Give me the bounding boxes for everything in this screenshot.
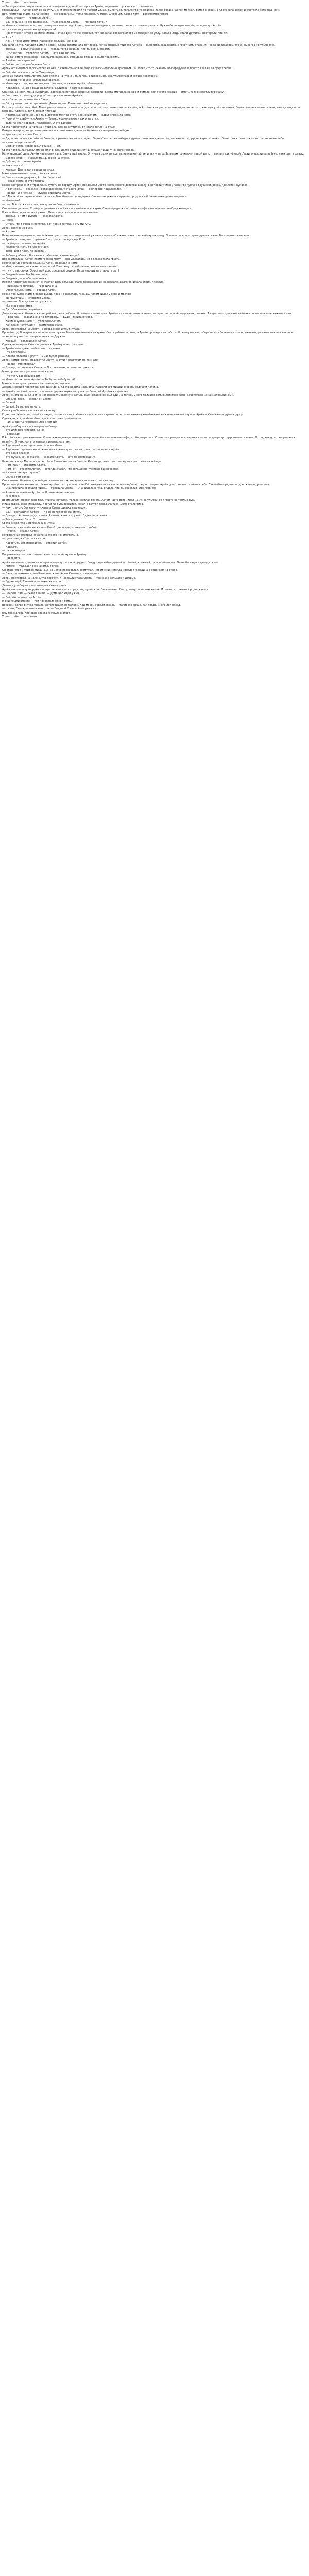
story-paragraph: — Мы скоро вернёмся. xyxy=(2,304,33,308)
story-paragraph: — Недалеко… Знаю я ваше недалеко. Садитесь, я вам чаю налью. xyxy=(2,87,93,90)
story-paragraph: — Мам, а может, ты к нам переедешь? У нас квартира большая, места всем хватит. xyxy=(2,265,117,269)
story-paragraph: — Как спалось? xyxy=(2,164,24,167)
story-paragraph: — А сейчас не страшно? xyxy=(2,59,36,63)
story-paragraph: — Пойдём, пап, — сказал Миша. — Дома нас ждёт ужин. xyxy=(2,592,80,596)
story-paragraph: Все засмеялись. Артём посмотрел на маму — она улыбалась, но в глазах была грусть. xyxy=(2,258,121,261)
story-paragraph: — Что случилось? xyxy=(2,351,27,354)
story-paragraph: Пограничник поставил штамп в паспорт и вернул его Артёму. xyxy=(2,553,88,556)
story-paragraph: На следующий день Артём проснулся рано. Света ещё спала. Он тихо вышел на кухню, поставил чайник и сел у окна. За окном начинался новый день — солнечный, тёплый. Люди спешили на работу, дети шли в школу. xyxy=(2,152,304,156)
story-paragraph: — На неделю, — ответил Артём. xyxy=(2,242,46,245)
story-paragraph: — Знаешь, — вдруг сказала она, — я ведь тогда решила, что ты очень строгий. xyxy=(2,47,112,51)
story-paragraph: Миша вырос, окончил школу, поступил в университет. Уехал в другой город учиться. Дома стало тихо. xyxy=(2,502,144,506)
story-paragraph: — Пойдём, — ответил Артём. xyxy=(2,596,42,599)
story-paragraph: Мама внимательно посмотрела на сына. xyxy=(2,172,58,176)
story-paragraph: — Красиво, — сказала Света. xyxy=(2,133,42,137)
story-paragraph: — Доброе, — ответил Артём. xyxy=(2,160,42,164)
story-paragraph: — Мама, спешит — говорила Артём. xyxy=(2,16,52,20)
story-paragraph: — А помнишь, Артёмка, как ты в детстве мечтал стать космонавтом? — вдруг спросила мама. xyxy=(2,113,132,117)
story-paragraph: Света посмотрела на Артёма и увидела, как он смутился. Ей стало тепло на душе. xyxy=(2,125,116,129)
story-paragraph: — Приедет. А потом уедет снова. А потом женится, у него будет своя семья… xyxy=(2,514,110,518)
story-paragraph: Артём смотрел на сына и не мог поверить своему счастью. Ещё недавно он был один, а теперь у него большая семья: любимая жена, заботливая мама, маленький сын. xyxy=(2,394,234,397)
story-paragraph: — Цель поездки? — спросил он. xyxy=(2,537,46,541)
story-paragraph: — Проходите. xyxy=(2,557,21,561)
story-paragraph: Прошло ещё несколько лет. Мама Артёма тихо ушла во сне. Её похоронили на местном кладбище, рядом с отцом. Артём долго не мог прийти в себя. Света была рядом, поддерживала, утешала. xyxy=(2,483,270,486)
story-paragraph: — Она хорошая девушка, Артём. Береги её. xyxy=(2,176,62,179)
story-paragraph: — Ты нормально почувствовала, как я вернулся домой? — спросил Артём, медленно спускаясь по ступенькам. xyxy=(2,5,154,8)
story-paragraph: — Здравствуй, Светочка, — тихо сказал он. xyxy=(2,580,62,584)
story-paragraph: — Практически ничего не изменилось. Тот же дом, те же деревья, тот же запах свежего хлеба из пекарни на углу. Только люди стали другими. Постарели, что ли. xyxy=(2,32,228,36)
story-paragraph: — Немного. Всегда тяжело уезжать. xyxy=(2,300,53,304)
story-paragraph: — И что ты чувствовал? xyxy=(2,141,35,144)
story-paragraph: — А я… я тоже изменился. Наверное, больше, чем они. xyxy=(2,40,78,43)
story-paragraph: — Помню, — улыбнулся Артём. — Только космонавтом я так и не стал. xyxy=(2,117,99,121)
story-paragraph: — Знаю, дядя Коля. Но работа… xyxy=(2,250,46,253)
story-paragraph: — Приезжайте почаще, — говорила она. xyxy=(2,284,58,288)
story-paragraph: — А дальше? — нетерпеливо спросил Миша. xyxy=(2,444,63,448)
story-paragraph: — Хорошо. Давно так хорошо не спал. xyxy=(2,168,55,172)
story-paragraph: — Она прожила хорошую жизнь, — говорила Света. — Она видела внука, видела, что ты счастлив. Это главное. xyxy=(2,487,157,490)
story-paragraph: Ему показалось, что одна звезда мигнула в ответ. xyxy=(2,611,71,615)
story-paragraph: — Ты так смотрел на всех… как будто оценивал. Мне даже страшно было подходить. xyxy=(2,55,120,59)
story-paragraph: Они стояли обнявшись, и звёзды светили им так же ярко, как и много лет назад. xyxy=(2,479,114,483)
story-paragraph: — Зато ты стал хорошим человеком. А это важнее. xyxy=(2,121,72,125)
story-paragraph: Они сели за стол. Мама суетилась, доставала печенье, варенье, конфеты. Света смотрела на неё и думала, как же это хорошо — иметь такую заботливую маму. xyxy=(2,90,225,94)
story-paragraph: Артём остановился и посмотрел на неё. В свете фонаря её лицо казалось особенно красивым. Он хотел что-то сказать, но передумал и просто взял её за руку крепче. xyxy=(2,67,232,71)
story-paragraph: — Я тоже. xyxy=(2,230,16,234)
story-paragraph: — Пойдём, — сказал он. — Уже поздно. xyxy=(2,71,56,74)
story-paragraph: Вот, посмотри. Мама, папа, сестра — все собрались, чтобы поздравить меня. Шутка ли? Сорок лет! — рассмеялся Артём. xyxy=(2,12,169,16)
story-paragraph: Только тебе, только вечно. xyxy=(2,615,39,619)
story-paragraph: — Маловато. Мать-то как скучает. xyxy=(2,246,49,249)
story-paragraph: Однажды вечером Света подошла к Артёму и тихо сказала: xyxy=(2,343,84,347)
story-paragraph: Артём взял её за руку. xyxy=(2,226,33,230)
story-paragraph: Поезд тронулся. Мама махала рукой, пока не скрылась из виду. Артём сидел у окна и молчал. xyxy=(2,293,132,296)
story-paragraph: — Знаешь, я ни о чём не жалею. Ни об одном дне, прожитом с тобой. xyxy=(2,526,98,529)
story-paragraph: — Это длинная история, сынок. xyxy=(2,429,45,432)
story-paragraph: — Правда? Это правда? xyxy=(2,362,35,366)
story-paragraph: — Так и должно быть. Это жизнь. xyxy=(2,518,48,521)
story-paragraph: — Что тут у вас происходит? xyxy=(2,374,42,378)
story-paragraph: — Обязательно, мама, — обещал Артём. xyxy=(2,289,58,292)
story-paragraph: Девять месяцев пролетели как один день. Света родила мальчика. Назвали его Мишей, в честь дедушки Артёма. xyxy=(2,386,159,389)
story-paragraph: — И сейчас не чувствуешь? xyxy=(2,471,40,475)
story-paragraph: И они пошли вместе — три поколения одной семьи. xyxy=(2,600,73,603)
story-paragraph: Они пошли дальше. Солнце поднималось всё выше, становилось жарко. Света предложила зайти в кафе и выпить чего-нибудь холодного. xyxy=(2,207,194,210)
story-paragraph: — Сейчас нет, — улыбнулась Света. xyxy=(2,63,52,66)
story-paragraph: — Да. Обязательно вернёмся. xyxy=(2,308,43,312)
story-paragraph: — Ой, а у меня там сестра живёт! Двоюродная. Давно мы с ней не виделись… xyxy=(2,102,110,106)
story-paragraph: Артём посмотрел на маленькую девочку. У неё были глаза Светы — такие же большие и добрые. xyxy=(2,576,136,580)
story-paragraph: — Ты грустишь? — спросила Света. xyxy=(2,296,51,300)
story-paragraph: Дома их ждала мама Артёма. Она сидела на кухне и пила чай. Увидев сына, она улыбнулась и встала навстречу. xyxy=(2,75,158,78)
story-paragraph: — Сейчас тем более. xyxy=(2,475,31,479)
story-paragraph: — Подумаю, — пообещала мама. xyxy=(2,277,47,280)
story-paragraph: — Ничего плохого. Просто… у нас будет ребёнок. xyxy=(2,354,71,358)
story-paragraph: — Артём, а ты надолго приехал? — спросил сосед дядя Коля. xyxy=(2,238,87,242)
story-paragraph: — Я решила, — сказала она по телефону. — Буду нянчить внуков. xyxy=(2,316,93,319)
story-paragraph: — Надолго? xyxy=(2,545,19,549)
story-paragraph: Артём посмотрел на Свету. Та покраснела и улыбнулась. xyxy=(2,327,81,331)
story-paragraph: — Жалеешь? xyxy=(2,199,20,202)
story-text xyxy=(2,1,307,2576)
story-paragraph: Пограничник смотрел на Артёма строго и внимательно. xyxy=(2,533,79,537)
story-paragraph: — А ты? xyxy=(2,36,13,39)
story-paragraph: После завтрака они отправились гулять по городу. Артём показывал Свете места своего детства: школу, в которой учился, парк, где гулял с друзьями, речку, где летом купался. xyxy=(2,183,248,187)
story-paragraph: — Как каких? Будущих! — засмеялась мама. xyxy=(2,324,63,327)
story-paragraph: — Доброе утро, — сказала мама, входя на кухню. xyxy=(2,156,70,160)
story-paragraph: Разговор потёк сам собой. Мама рассказывала о своей молодости, о том, как познакомилась с отцом Артёма, как растила сына одна после того, как муж ушёл из семьи. Света слушала внимательно, иногда задавала вопросы. Артём сидел молча и пил чай. xyxy=(2,106,300,113)
story-paragraph: — Нет. Всё сложилось так, как должно было сложиться. xyxy=(2,203,80,207)
story-paragraph: Время лечит. Постепенно боль утихла, осталась только светлая грусть. Артём часто вспоминал маму, её улыбку, её пироги, её тёплые руки. xyxy=(2,499,196,502)
story-paragraph: — Навестить родственников, — ответил Артём. xyxy=(2,541,67,545)
story-paragraph: — Из Саратова, — ответила Света. xyxy=(2,98,50,101)
story-paragraph: — Мама! — закричал Артём. — Ты будешь бабушкой! xyxy=(2,378,75,382)
story-paragraph: Дома их ждала обычная жизнь: работа, дела, заботы. Но что-то изменилось. Артём стал чаще звонить маме, интересоваться её здоровьем, делами. А через полгода мама всё-таки согласилась переехать к ним. xyxy=(2,312,293,315)
story-paragraph: — Я тоже, — сказал Артём. xyxy=(2,530,40,533)
story-paragraph: — О том, что я очень счастлива. Вот прямо сейчас, в эту минуту. xyxy=(2,223,91,226)
story-paragraph: — Хорошо, — соглашался Артём. xyxy=(2,339,47,343)
story-paragraph: — А дальше… дальше мы поженились и жили долго и счастливо, — засмеялся Артём. xyxy=(2,448,121,451)
story-paragraph: — Ну что ты, сынок. Здесь мой дом, здесь всё родное. Куда я поеду на старости лет? xyxy=(2,269,119,273)
story-paragraph: — А вот здесь, — сказал он, останавливаясь у старого дуба, — я впервые поцеловался. xyxy=(2,188,122,191)
story-paragraph: Прошёл год. В квартире стало тесно и шумно. Мама хозяйничала на кухне, Света работала дома, а Артём пропадал на работе. Но вечером все собирались за большим столом, ужинали, разговаривали, смеялись. xyxy=(2,331,294,335)
story-paragraph: — О чём? xyxy=(2,218,15,222)
story-paragraph: Света вздохнула и прижалась к мужу. xyxy=(2,522,55,526)
story-paragraph: — Ну и что ты увидел, когда вернулся? xyxy=(2,28,56,31)
story-paragraph: Девочка улыбнулась и протянула к нему ручки. xyxy=(2,584,68,588)
story-paragraph: — Расскажи! xyxy=(2,432,20,436)
story-paragraph: Неделя пролетела незаметно. Настал день отъезда. Мама провожала их на вокзале, долго обнимала обоих, плакала. xyxy=(2,281,164,284)
story-paragraph: — Я? Строгий? — удивился Артём. — Это ещё почему? xyxy=(2,52,77,55)
story-paragraph: — Правда, — смеялась Света. — Поставь меня, голова закружится! xyxy=(2,366,95,370)
story-paragraph: Он обернулся и увидел Мишу. Сын заметно повзрослел, возмужал. Рядом с ним стояла молодая женщина с ребёнком на руках. xyxy=(2,568,178,572)
story-paragraph: — Работа, работа… Всю жизнь работаем, а жить когда? xyxy=(2,253,79,257)
story-paragraph: — Мама, ну что ты, мы же недалеко ходили, — сказал Артём, обнимая её. xyxy=(2,82,104,86)
story-paragraph: — С Машкой из параллельного класса. Мне было четырнадцать. Она потом уехала в другой город, и мы больше никогда не виделись. xyxy=(2,195,187,199)
story-paragraph: Мама всплеснула руками и заплакала от счастья. xyxy=(2,382,71,385)
story-paragraph: Вечером, когда внучка уснула, Артём вышел на балкон. Над морем горели звёзды — такие же яркие, как тогда, много лет назад. xyxy=(2,603,181,607)
story-paragraph: — Это лучше, чем в сказке, — сказала Света. — Это по-настоящему. xyxy=(2,455,96,459)
story-paragraph: — Помнишь? — спросила Света. xyxy=(2,464,46,467)
story-paragraph: — Как-то пусто без него, — сказала Света однажды вечером. xyxy=(2,506,87,510)
story-paragraph: Поздно вечером, когда мама уже легла спать, они сидели на балконе и смотрели на звёзды. xyxy=(2,129,130,133)
story-paragraph: — Знаешь, о чём я думаю? — сказала Света. xyxy=(2,215,63,218)
story-paragraph: Они шли молча. Каждый думал о своём. Света вспоминала тот вечер, когда впервые увидела Артёма — высокого, серьёзного, с грустными глазами. Тогда ей казалось, что он никогда не улыбается. xyxy=(2,44,276,47)
story-paragraph: — Мне тоже. xyxy=(2,495,20,498)
story-paragraph: — На две недели. xyxy=(2,549,26,553)
story-paragraph: — Я знаю, мама. Я буду беречь. xyxy=(2,180,45,183)
story-paragraph: — Каких внуков, мама? — удивился Артём. xyxy=(2,319,61,323)
story-paragraph: Только тебе, только вечно. xyxy=(2,1,39,4)
story-paragraph: — Мама, стоя на пороге, долго смотрела мне вслед. Я знал, что она волнуется, но ничего не мог с этим поделать. Нужно было идти вперёд, — вздохнул Артём. xyxy=(2,24,222,28)
story-paragraph: Артём взял внучку на руки и почувствовал, как к горлу подступил ком. Он вспомнил Свету, маму, всю свою жизнь. И понял, что жизнь продолжается. xyxy=(2,588,209,591)
story-paragraph: Артём вышел из здания аэропорта и вдохнул полной грудью. Воздух здесь был другой — тёплый, влажный, пахнущий морем. Он не был здесь двадцать лет. xyxy=(2,561,219,564)
story-paragraph: — Да, — согласился Артём. — Знаешь, я раньше часто так сидел. Один. Смотрел на звёзды и думал о том, что где-то там, далеко, есть другие миры. И, может быть, там кто-то тоже смотрит на наше небо. xyxy=(2,137,285,141)
story-paragraph: — Папа, познакомься, это Катя, моя жена. А это Светочка, твоя внучка. xyxy=(2,572,100,576)
story-paragraph: — Я знаю, — отвечал Артём. — Но мне её не хватает. xyxy=(2,490,75,494)
story-paragraph: И Артём начал рассказывать. О том, как однажды зимним вечером зашёл в маленькое кафе, чтобы согреться. О том, как увидел за соседним столиком девушку с грустными глазами. О том, как долго не решался подойти. О том, как она первая заговорила с ним. xyxy=(2,436,295,444)
story-paragraph: — Наконец-то! Я уже начала волноваться. xyxy=(2,78,60,82)
story-paragraph: — Артём, мне нужно тебе кое-что сказать. xyxy=(2,347,61,350)
story-paragraph: Позже, когда гости разошлись, Артём подошёл к маме. xyxy=(2,261,79,265)
story-paragraph: Однажды, когда Мише было десять лет, он спросил отца: xyxy=(2,417,82,420)
story-paragraph: Света положила голову ему на плечо. Они долго сидели молча, слушая тишину ночного города. xyxy=(2,148,135,152)
story-paragraph: — Артём! — услышал он знакомый голос. xyxy=(2,565,59,568)
story-paragraph: — Подумай, мам. Мы будем рады. xyxy=(2,273,48,277)
story-paragraph: Вечером, когда Миша уснул, Артём и Света вышли на балкон. Как тогда, много лет назад, они смотрели на звёзды. xyxy=(2,460,162,463)
story-paragraph: Света улыбнулась и прижалась к нему. xyxy=(2,409,56,413)
story-paragraph: — Светочка, а ты откуда родом? — спросила мама Артёма. xyxy=(2,94,83,98)
story-paragraph: — Пап, а как ты познакомился с мамой? xyxy=(2,421,57,425)
story-paragraph: — Одиночество, наверное. А сейчас — нет. xyxy=(2,145,61,148)
story-paragraph: — Да, но ты же не всё рассказал, — тихо сказала Света. — Что было потом? xyxy=(2,20,107,24)
story-paragraph: — Правда? И с кем же? — лукаво спросила Света. xyxy=(2,191,71,195)
story-paragraph: Мама, услышав шум, вышла из кухни. xyxy=(2,370,54,374)
story-paragraph: — Ну вот, Света, — тихо сказал он. — Видишь? У нас всё получилось. xyxy=(2,607,97,611)
story-paragraph: — Спасибо тебе, — сказал он Свете. xyxy=(2,397,52,401)
story-paragraph: — За что? xyxy=(2,401,16,405)
story-paragraph: Артём замер. Потом подхватил Свету на руки и закружил по комнате. xyxy=(2,359,99,362)
story-paragraph: Проводишь! — Артём взял её за руку, и они вместе пошли по тёмной улице. Было тихо, только где-то вдалеке лаяла собака. Артём молчал, думая о своём, а Света шла рядом и смотрела себе под ноги. xyxy=(2,9,280,12)
story-paragraph: — Какой красивый, — шептала мама, держа внука на руках. — Вылитый Артёмка в детстве. xyxy=(2,389,129,393)
story-paragraph: В кафе было прохладно и уютно. Они сели у окна и заказали лимонад. xyxy=(2,211,99,214)
story-paragraph: Артём улыбнулся и посмотрел на Свету. xyxy=(2,425,58,428)
story-paragraph: Вечером они вернулись домой. Мама приготовила праздничный ужин — пирог с яблоками, салат, запечённую курицу. Пришли соседи, старые друзья семьи. Было шумно и весело. xyxy=(2,234,250,238)
story-paragraph: — Да, — согласился Артём. — Но он приедет на каникулы. xyxy=(2,510,83,514)
story-paragraph: — Помню, — ответил Артём. — Я тогда сказал, что больше не чувствую одиночества. xyxy=(2,467,119,471)
story-paragraph: Годы шли. Миша рос, пошёл в садик, потом в школу. Мама стала совсем старенькой, но по-прежнему хозяйничала на кухне и пекла пироги. Артём и Света жили душа в душу. xyxy=(2,413,244,416)
story-paragraph: — Это как в сказке! xyxy=(2,452,29,455)
story-paragraph: — Хорошо у нас, — говорила мама. — Дружно. xyxy=(2,335,66,339)
story-paragraph: — За всё. За то, что ты есть. xyxy=(2,405,41,409)
